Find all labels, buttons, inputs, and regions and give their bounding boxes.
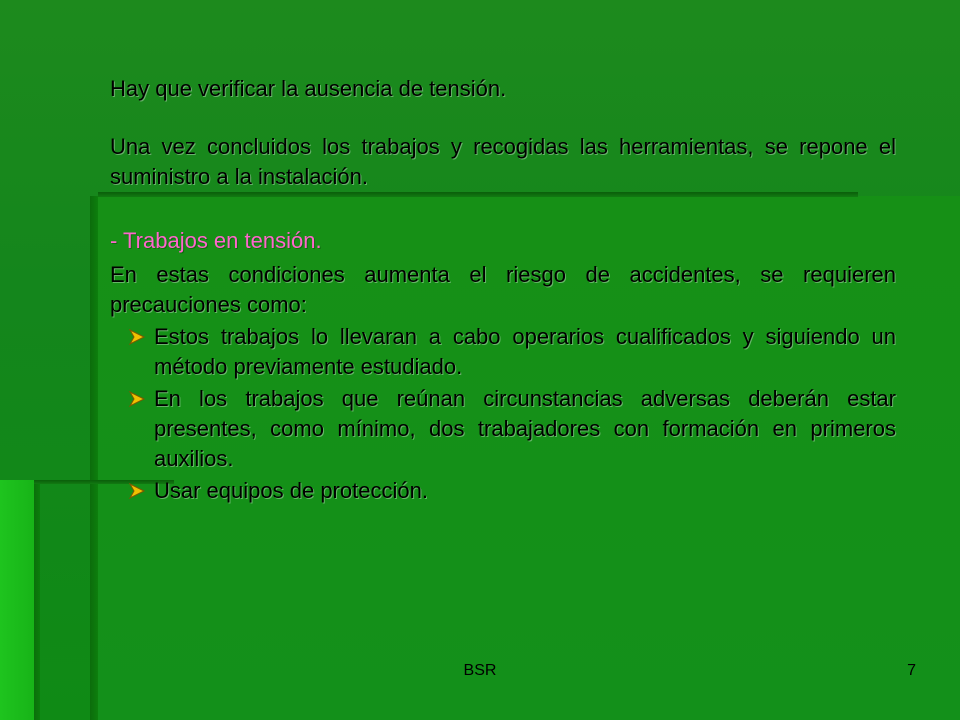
bullet-text: Estos trabajos lo llevaran a cabo operarios cualificados y siguiendo un método previamente estudiado. [154,324,896,379]
background-panel-edge [90,196,98,720]
slide-content [110,74,896,508]
paragraph-restore-supply: Una vez concluidos los trabajos y recogidas las herramientas, se repone el suministro a la instalación. [110,134,896,189]
bullet-list [110,322,896,506]
paragraph-voltage-check: Hay que verificar la ausencia de tensión. [110,76,507,101]
background-panel-left [0,480,38,720]
arrowhead-right-icon [126,322,148,352]
slide-number: 7 [907,662,916,679]
arrowhead-right-icon [126,384,148,414]
bullet-item [126,384,896,474]
section-heading: - Trabajos en tensión. [110,228,322,253]
bullet-item [126,476,896,506]
paragraph-conditions: En estas condiciones aumenta el riesgo de accidentes, se requieren precauciones como: [110,262,896,317]
bullet-text: Usar equipos de protección. [154,478,428,503]
background-panel-left-edge [34,482,40,720]
bullet-item [126,322,896,382]
footer-author: BSR [463,662,497,679]
bullet-text: En los trabajos que reúnan circunstancias adversas deberán estar presentes, como mínimo, dos trabajadores con formación en primeros auxilios. [154,386,896,471]
arrowhead-right-icon [126,476,148,506]
